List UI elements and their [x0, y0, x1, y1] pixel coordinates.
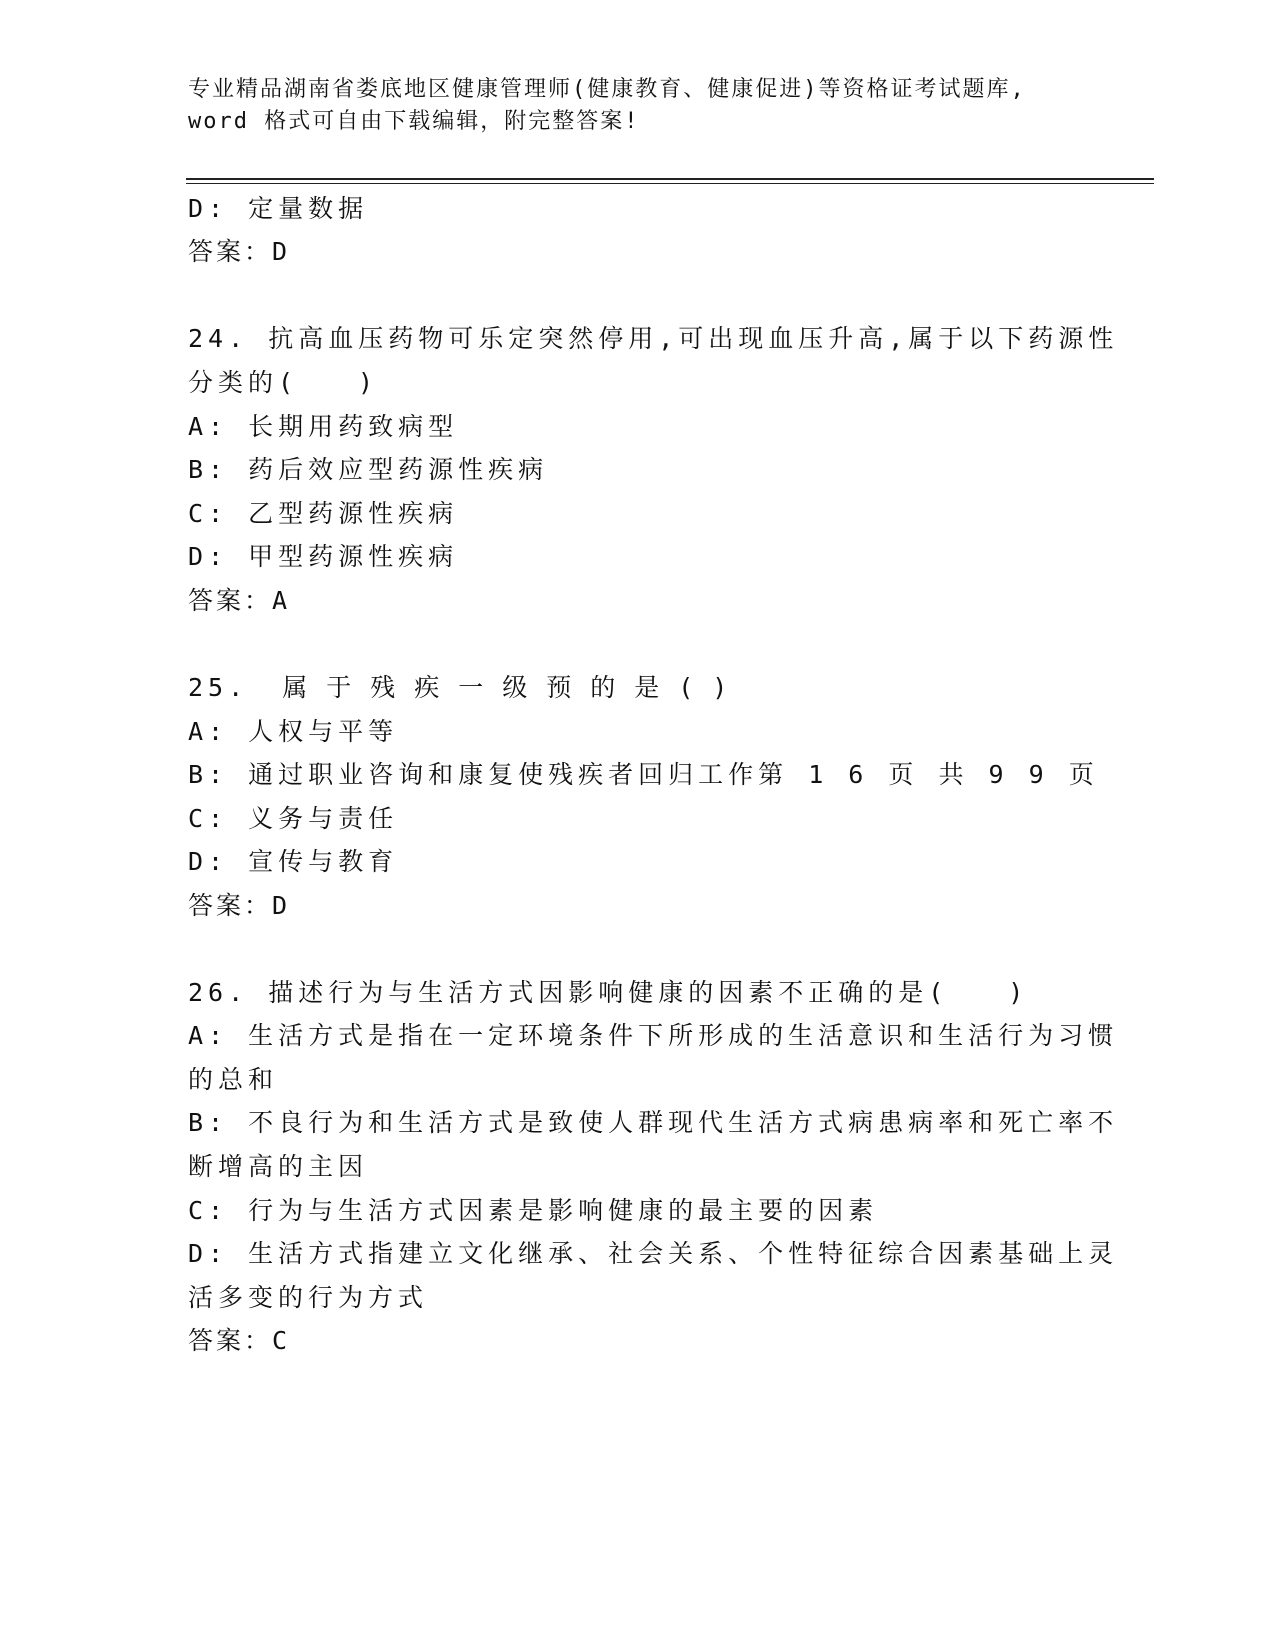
- q24-option-d: D: 甲型药源性疾病: [188, 542, 459, 571]
- prev-option-d: D: 定量数据: [188, 194, 369, 223]
- q24-option-b: B: 药后效应型药源性疾病: [188, 455, 549, 484]
- q24-stem-line-1: 24. 抗高血压药物可乐定突然停用,可出现血压升高,属于以下药源性: [188, 324, 1119, 353]
- q26-option-a-line-2: 的总和: [188, 1065, 279, 1094]
- q25-answer: 答案：D: [188, 891, 291, 920]
- q24-option-a: A: 长期用药致病型: [188, 412, 459, 441]
- q24-option-c: C: 乙型药源性疾病: [188, 499, 459, 528]
- q25-option-d: D: 宣传与教育: [188, 847, 399, 876]
- q26-stem: 26. 描述行为与生活方式因影响健康的因素不正确的是( ): [188, 978, 1029, 1007]
- header-divider: [186, 178, 1154, 184]
- q26-option-d-line-2: 活多变的行为方式: [188, 1283, 429, 1312]
- q25-option-a: A: 人权与平等: [188, 717, 399, 746]
- q25-number: 25.: [188, 673, 249, 702]
- q26-option-c: C: 行为与生活方式因素是影响健康的最主要的因素: [188, 1196, 879, 1225]
- q26-option-b-line-1: B: 不良行为和生活方式是致使人群现代生活方式病患病率和死亡率不: [188, 1108, 1119, 1137]
- header-line-1: 专业精品湖南省娄底地区健康管理师(健康教育、健康促进)等资格证考试题库,: [188, 77, 1026, 102]
- q26-answer: 答案：C: [188, 1326, 291, 1355]
- q25-stem: [188, 665, 746, 711]
- q24-stem-line-2: 分类的( ): [188, 368, 379, 397]
- q24-answer: 答案：A: [188, 586, 291, 615]
- q26-option-a-line-1: A: 生活方式是指在一定环境条件下所形成的生活意识和生活行为习惯: [188, 1021, 1119, 1050]
- header-line-2: word 格式可自由下载编辑，附完整答案!: [188, 109, 640, 134]
- document-header: [188, 74, 1088, 138]
- q26-option-b-line-2: 断增高的主因: [188, 1152, 369, 1181]
- q25-option-b: B: 通过职业咨询和康复使残疾者回归工作第 1 6 页 共 9 9 页: [188, 760, 1099, 789]
- q26-option-d-line-1: D: 生活方式指建立文化继承、社会关系、个性特征综合因素基础上灵: [188, 1239, 1119, 1268]
- q25-option-c: C: 义务与责任: [188, 804, 399, 833]
- prev-answer: 答案：D: [188, 237, 291, 266]
- q25-stem-text: 属于残疾一级预的是(): [282, 673, 747, 702]
